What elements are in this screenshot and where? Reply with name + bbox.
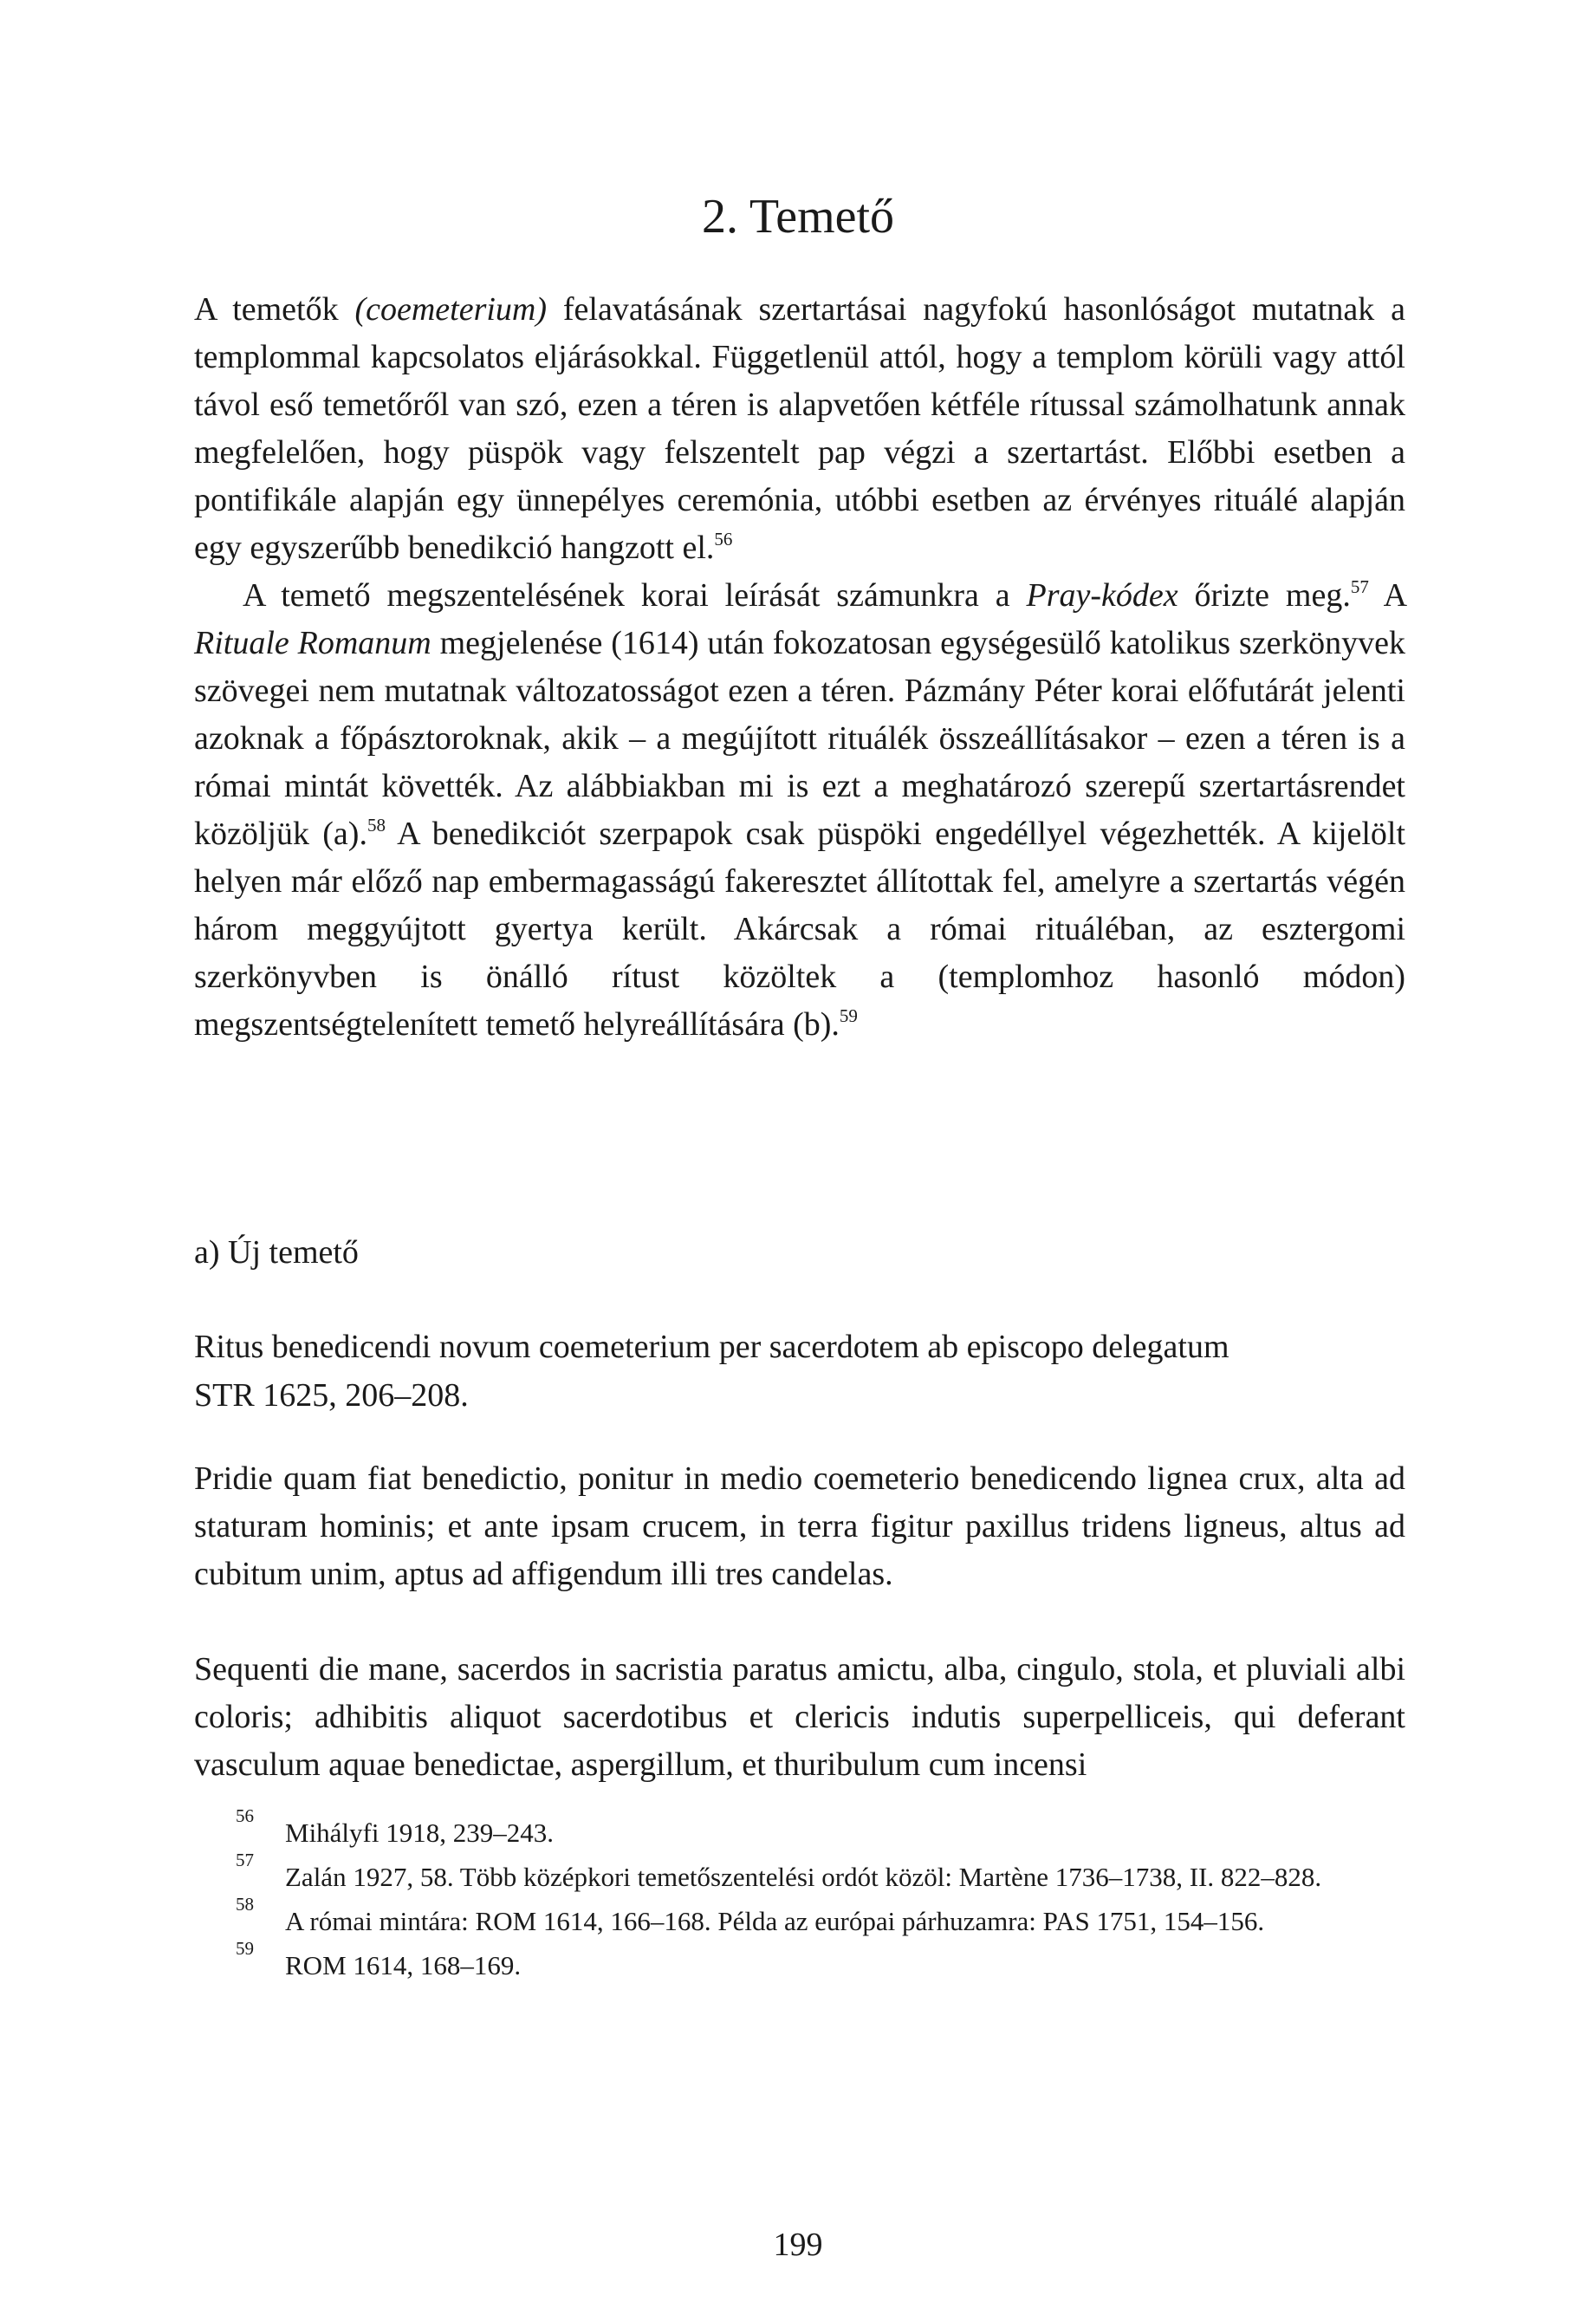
- ritus-text: [194, 1455, 1405, 1789]
- footnote: [194, 1805, 1405, 1852]
- footnote-ref[interactable]: 58: [367, 815, 386, 836]
- italic-term: Rituale Romanum: [194, 625, 431, 661]
- footnote: [194, 1894, 1405, 1941]
- text-run: őrizte meg.: [1178, 577, 1351, 614]
- chapter-title: 2. Temető: [701, 190, 895, 244]
- footnote-ref[interactable]: 56: [714, 529, 733, 549]
- text-run: A temetők: [194, 291, 355, 328]
- ritus-source-line: STR 1625, 206–208.: [194, 1377, 469, 1414]
- footnotes: [194, 1805, 1405, 1990]
- footnote-ref[interactable]: 57: [1350, 576, 1369, 597]
- ritus-paragraph-2: Sequenti die mane, sacerdos in sacristia paratus amictu, alba, cingulo, stola, et pluviali albi coloris; adhibitis aliquot sacerdotibus et clericis indutis superpelliceis, qui deferant vasculum aquae benedictae, aspergillum, et thuribulum cum incensi: [194, 1651, 1405, 1783]
- text-run: A temető megszentelésének korai leírását számunkra a: [243, 577, 1027, 614]
- text-run: megjelenése (1614) után fokozatosan egységesülő katolikus szerkönyvek szövegei nem mutatnak változatosságot ezen a téren. Pázmány Péter korai előfutárát jelenti azoknak a főpásztoroknak, akik – a megújított rituálék összeállításakor – ezen a téren is a római mintát követték. Az alábbiakban mi is ezt a meghatározó szerepű szertartásrendet közöljük (a).: [194, 625, 1405, 852]
- footnote-text: Zalán 1927, 58. Több középkori temetőszentelési ordót közöl: Martène 1736–1738, II. 822–828.: [285, 1862, 1322, 1892]
- text-run: A: [1368, 577, 1405, 614]
- section-heading: a) Új temető: [194, 1234, 359, 1271]
- page-number: 199: [773, 2227, 823, 2263]
- intro-paragraph-2: [194, 572, 1405, 1049]
- footnote-text: ROM 1614, 168–169.: [285, 1950, 522, 1980]
- footnote-number: 56: [236, 1805, 254, 1826]
- footnote: [194, 1938, 1405, 1985]
- italic-term: Pray-kódex: [1026, 577, 1178, 614]
- ritus-paragraph-1: Pridie quam fiat benedictio, ponitur in medio coemeterio benedicendo lignea crux, alta ad staturam hominis; et ante ipsam crucem, in terra figitur paxillus tridens ligneus, altus ad cubitum unim, aptus ad affigendum illi tres candelas.: [194, 1460, 1405, 1592]
- footnote-text: Mihályfi 1918, 239–243.: [285, 1818, 554, 1848]
- footnote-text: A római mintára: ROM 1614, 166–168. Példa az európai párhuzamra: PAS 1751, 154–156.: [285, 1906, 1265, 1936]
- footnote-number: 57: [236, 1850, 254, 1870]
- intro-text: [194, 286, 1405, 1049]
- footnote-ref[interactable]: 59: [839, 1005, 858, 1026]
- intro-paragraph-1: [194, 286, 1405, 572]
- text-run: A benedikciót szerpapok csak püspöki engedéllyel végezhették. A kijelölt helyen már előző nap embermagasságú fakeresztet állítottak fel, amelyre a szertartás végén három meggyújtott gyertya került. Akárcsak a római rituáléban, az esztergomi szerkönyvben is önálló rítust közöltek a (templomhoz hasonló módon) megszentségtelenített temető helyreállítására (b).: [194, 816, 1405, 1043]
- footnote-number: 58: [236, 1894, 254, 1915]
- footnote-number: 59: [236, 1938, 254, 1959]
- italic-term: (coemeterium): [354, 291, 548, 328]
- ritus-title-line: Ritus benedicendi novum coemeterium per sacerdotem ab episcopo delegatum: [194, 1329, 1229, 1365]
- text-run: felavatásának szertartásai nagyfokú hasonlóságot mutatnak a templommal kapcsolatos eljárásokkal. Függetlenül attól, hogy a templom körüli vagy attól távol eső temetőről van szó, ezen a téren is alapvetően kétféle rítussal számolhatunk annak megfelelően, hogy püspök vagy felszentelt pap végzi a szertartást. Előbbi esetben a pontifikále alapján egy ünnepélyes ceremónia, utóbbi esetben az érvényes rituálé alapján egy egyszerűbb benedikció hangzott el.: [194, 291, 1405, 566]
- ritus-title: [194, 1323, 1405, 1420]
- footnote: [194, 1850, 1405, 1896]
